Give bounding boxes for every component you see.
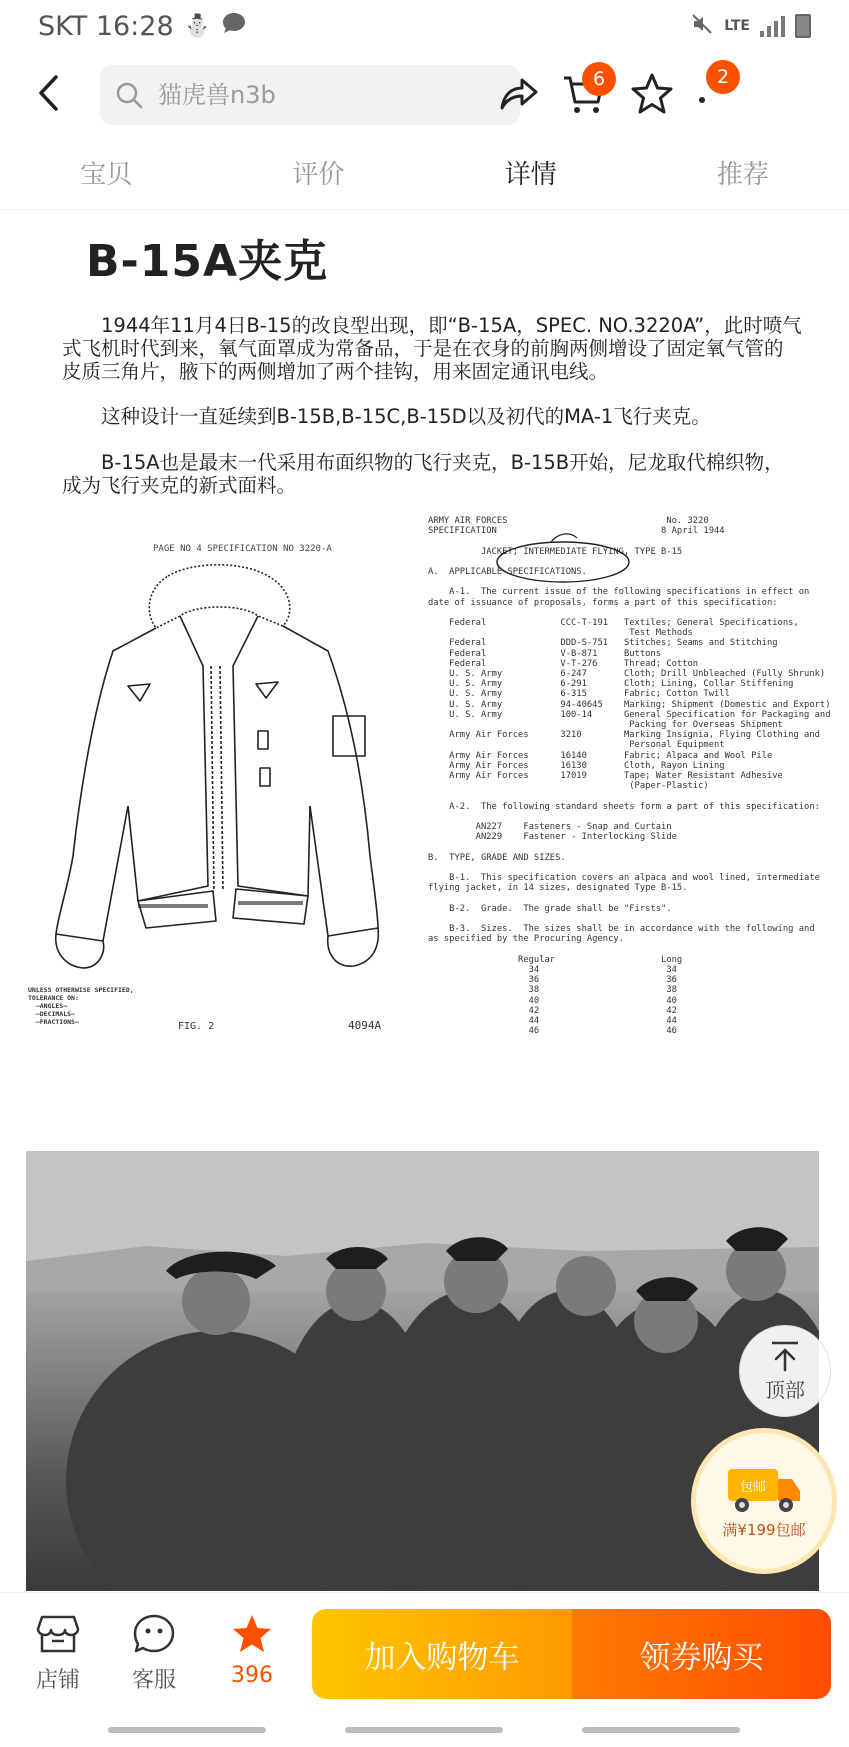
spec-text: ARMY AIR FORCES No. 3220 SPECIFICATION 8 April 1944 JACKET; INTERMEDIATE FLYING, TYPE B-15 A. APPLICABLE SPECIFICATIONS. A-1. The current issue of the following specifications in effect on date of issuance of proposals, forms a part of this specification: Federal CCC-T-191 Textiles; General Specifications, Test Methods Federal DDD-S-751 Stitches; Seams and Stitching Federal V-B-871 Buttons Federal V-T-276 Thread; Cotton U. S. Army 6-247 Cloth; Drill Unbleached (Fully Shrunk) U. S. Army 6-291 Cloth; Lining, Collar Stiffening U. S. Army 6-315 Fabric; Cotton Twill U. S. Army 94-40645 Marking; Shipment (Domestic and Export) U. S. Army 100-14 General Specification for Packaging and Packing for Overseas Shipment Army Air Forces 3210 Marking Insignia, Flying Clothing and Personal Equipment Army Air Forces 16140 Fabric; Alpaca and Wool Pile Army Air Forces 16130 Cloth, Rayon Lining Army Air Forces 17019 Tape; Water Resistant Adhesive (Paper-Plastic) A-2. The following standard sheets form a part of this specification: AN227 Fasteners - Snap and Curtain AN229 Fastener - Interlocking Slide B. TYPE, GRADE AND SIZES. B-1. This specification covers an alpaca and wool lined, intermediate flying jacket, in 14 sizes, designated Type B-15. B-2. Grade. The grade shall be "Firsts". B-3. Sizes. The sizes shall be in accordance with the following and as specified by the Procuring Agency. Regular Long 34 34 36 36 38 38 40 40 42 42 44 44 46 46 (428, 516, 831, 1037)
status-left (38, 11, 247, 42)
cart-button[interactable] (560, 70, 608, 118)
favorite-button[interactable] (628, 70, 676, 118)
battery-icon (795, 14, 811, 38)
shop-icon (36, 1613, 80, 1655)
message-icon (221, 11, 247, 41)
network-type: LTE (724, 17, 750, 34)
shop-button[interactable] (18, 1613, 98, 1694)
delivery-truck-icon (724, 1463, 804, 1515)
customer-service-button[interactable] (114, 1613, 194, 1694)
chevron-left-icon (30, 71, 70, 115)
free-shipping-tag: 包邮 (739, 1479, 767, 1495)
hand-drawn-circle (491, 528, 631, 588)
free-shipping-label: 满¥199包邮 (722, 1520, 806, 1539)
tab-details[interactable]: 详情 (504, 160, 557, 190)
paragraph: 1944年11月4日B-15的改良型出现，即“B-15A，SPEC. NO.3220A”，此时喷气式飞机时代到来，氧气面罩成为常备品，于是在衣身的前胸两侧增设了固定氧气管的皮质三角片，腋下的两侧增加了两个挂钩，用来固定通讯电线。 (62, 314, 802, 383)
gesture-indicator (582, 1727, 740, 1733)
back-to-top-label: 顶部 (765, 1377, 805, 1402)
section-tabs (0, 140, 849, 210)
tab-recommend[interactable]: 推荐 (716, 160, 769, 190)
search-bar[interactable] (100, 65, 520, 125)
status-bar (0, 0, 849, 52)
back-button[interactable] (30, 71, 70, 115)
star-icon (628, 70, 676, 118)
carrier-time: SKT 16:28 (38, 10, 174, 42)
free-shipping-badge[interactable] (691, 1428, 837, 1574)
tab-reviews[interactable]: 评价 (292, 160, 345, 190)
favorite-count-button[interactable] (212, 1613, 292, 1688)
customer-service-label: 客服 (131, 1668, 176, 1693)
figure-number: 4094A (348, 1019, 382, 1032)
cart-count-badge: 6 (582, 62, 616, 96)
detail-content (0, 211, 849, 1591)
star-filled-icon (230, 1613, 274, 1655)
more-button[interactable] (690, 66, 738, 118)
top-navigation (0, 55, 849, 135)
tolerance-note: UNLESS OTHERWISE SPECIFIED, TOLERANCE ON: —ANGLES— —DECIMALS— —FRACTIONS— (28, 986, 134, 1026)
notification-icon: ⛄ (183, 13, 212, 39)
search-icon (114, 80, 144, 110)
more-count-badge: 2 (706, 60, 740, 94)
arrow-up-icon (768, 1340, 802, 1372)
paragraph: 这种设计一直延续到B-15B,B-15C,B-15D以及初代的MA-1飞行夹克。 (101, 405, 711, 428)
bottom-action-bar (0, 1592, 849, 1747)
coupon-buy-button[interactable]: 领券购买 (572, 1609, 831, 1699)
page-label: PAGE NO 4 SPECIFICATION NO 3220-A (153, 544, 332, 554)
gesture-indicator (108, 1727, 266, 1733)
gesture-indicator (345, 1727, 503, 1733)
status-right (690, 12, 811, 41)
search-input[interactable] (156, 80, 496, 110)
article-title: B-15A夹克 (86, 236, 329, 287)
spec-sheet-image (28, 516, 831, 1076)
add-to-cart-button[interactable]: 加入购物车 (312, 1609, 572, 1699)
signal-icon (760, 15, 785, 37)
favorite-count: 396 (231, 1663, 273, 1688)
share-icon (494, 70, 542, 118)
paragraph: B-15A也是最末一代采用布面织物的飞行夹克，B-15B开始，尼龙取代棉织物，成为飞行夹克的新式面料。 (62, 451, 784, 497)
mute-icon (690, 12, 714, 41)
back-to-top-button[interactable] (739, 1325, 831, 1417)
share-button[interactable] (494, 70, 542, 118)
tab-item[interactable]: 宝贝 (80, 160, 133, 190)
shop-label: 店铺 (35, 1668, 80, 1693)
chat-face-icon (132, 1613, 176, 1655)
figure-label: FIG. 2 (178, 1021, 215, 1032)
